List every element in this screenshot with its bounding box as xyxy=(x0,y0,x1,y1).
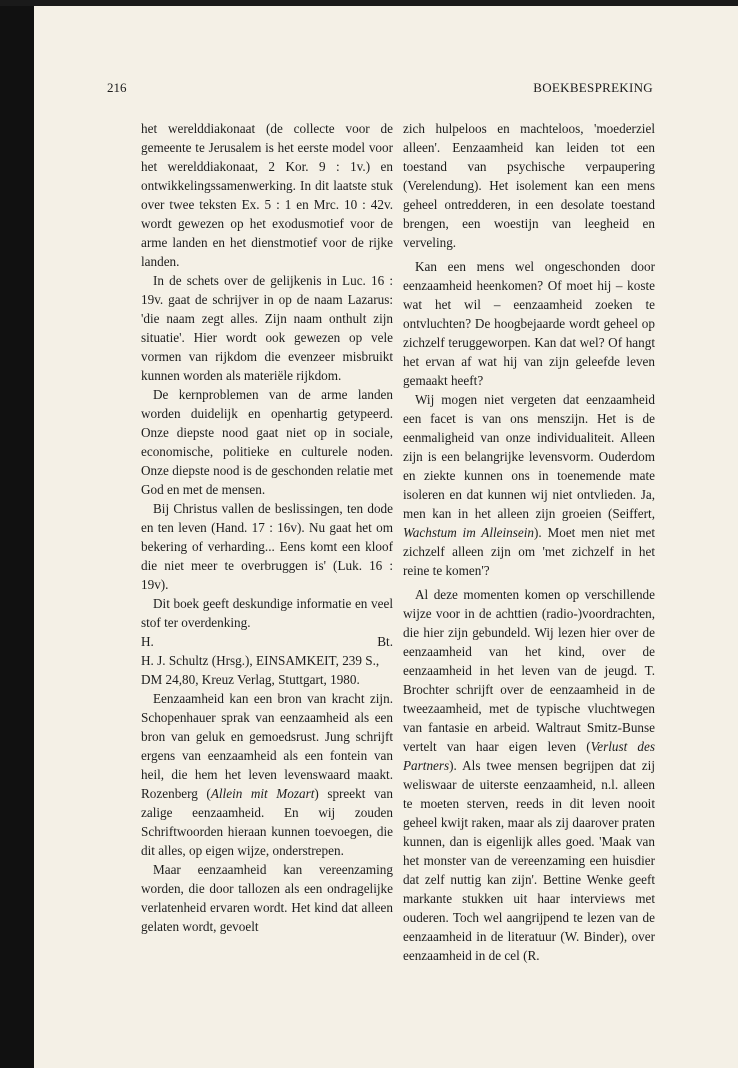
paragraph: Wij mogen niet vergeten dat eenzaamheid een facet is van ons menszijn. Het is de eenmaligheid van onze individualiteit. Alleen zijn is een belangrijke levensvorm. Ouderdom en ziekte kunnen ons in toenemende mate isoleren en dat kunnen wij niet ontvlieden. Ja, men kan in het alleen zijn groeien (Seiffert, Wachstum im Alleinsein). Moet men niet met zichzelf alleen zijn om 'met zichzelf in het reine te komen'? xyxy=(403,392,655,578)
paragraph: De kernproblemen van de arme landen worden duidelijk en openhartig getypeerd. Onze diepste nood gaat niet op in sociale, economische, politieke en culturele noden. Onze diepste nood is de geschonden relatie met God en met de mensen. xyxy=(141,387,393,497)
left-column xyxy=(141,119,393,936)
paragraph: Maar eenzaamheid kan vereenzaming worden, die door tallozen als een ondragelijke verlatenheid ervaren wordt. Het kind dat alleen gelaten wordt, gevoelt xyxy=(141,862,393,934)
italic-title: Allein mit Mozart xyxy=(210,786,315,801)
paragraph: Kan een mens wel ongeschonden door eenzaamheid heenkomen? Of moet hij – koste wat het wil – eenzaamheid zoeken te ontvluchten? De hoogbejaarde wordt geheel op zichzelf teruggeworpen. Kan dat wel? Of hangt het ervan af wat hij van zijn geleefde leven gemaakt heeft? xyxy=(403,259,655,388)
paragraph: Eenzaamheid kan een bron van kracht zijn. Schopenhauer sprak van eenzaamheid als een bron van geluk en gemoedsrust. Jung schrijft ergens van eenzaamheid als een fontein van heil, die hem het leven levenswaard maakt. Rozenberg (Allein mit Mozart) spreekt van zalige eenzaamheid. En wij zouden Schriftwoorden hieraan kunnen toevoegen, die dit alles, op eigen wijze, onderstrepen. xyxy=(141,691,393,858)
signoff-left: H. xyxy=(141,634,154,649)
paragraph: Al deze momenten komen op verschillende wijze voor in de achttien (radio-)voordrachten, die hier zijn gebundeld. Wij lezen hier over de eenzaamheid van het kind, over de eenzaamheid in het leven van de jeugd. T. Brochter schrijft over de eenzaamheid in de tweezaamheid, met de typische vluchtwegen van fantasie en arbeid. Waltraut Smitz-Bunse vertelt van haar eigen leven (Verlust des Partners). Als twee mensen begrijpen dat zij weliswaar de uiterste eenzaamheid, n.l. alleen te moeten sterven, reeds in dit leven nooit geheel kwijt raken, maar als zij daarover praten kunnen, dan is eigenlijk alles goed. 'Maak van het monster van de vereenzaming een huisdier dat zelf nuttig kan zijn'. Bettine Wenke geeft markante stukken uit haar interviews met ouderen. Toch wel aangrijpend te lezen van de eenzaamheid in de literatuur (W. Binder), over eenzaamheid in de cel (R. xyxy=(403,587,655,963)
paragraph: het werelddiakonaat (de collecte voor de gemeente te Jerusalem is het eerste model voor het werelddiakonaat, 2 Kor. 9 : 1v.) en ontwikkelingssamenwerking. In dit laatste stuk over twee teksten Ex. 5 : 1 en Mrc. 10 : 42v. wordt gewezen op het exodusmotief voor de arme landen en het dienstmotief voor de rijke landen. xyxy=(141,121,393,269)
italic-title: Wachstum im Alleinsein xyxy=(403,525,535,540)
paragraph: zich hulpeloos en machteloos, 'moederziel alleen'. Eenzaamheid kan leiden tot een toestand van psychische verpaupering (Verelendung). Het isolement kan een mens geheel ontredderen, in een desolate toestand brengen, een woestijn van leegheid en verveling. xyxy=(403,121,655,250)
reviewer-signoff xyxy=(141,632,393,651)
paragraph: Dit boek geeft deskundige informatie en veel stof ter overdenking. xyxy=(141,596,393,630)
right-column xyxy=(403,119,655,965)
paragraph: In de schets over de gelijkenis in Luc. 16 : 19v. gaat de schrijver in op de naam Lazarus: 'die naam zegt alles. Zijn naam onthult zijn situatie'. Hier wordt ook gewezen op vele vormen van rijkdom die evenzeer misbruikt kunnen worden als materiële rijkdom. xyxy=(141,273,393,383)
paragraph: Bij Christus vallen de beslissingen, ten dode en ten leven (Hand. 17 : 16v). Nu gaat het om bekering of verharding... Eens komt een kloof die niet meer te overbruggen is' (Luk. 16 : 19v). xyxy=(141,501,393,592)
review-heading: H. J. Schultz (Hrsg.), EINSAMKEIT, 239 S., DM 24,80, Kreuz Verlag, Stuttgart, 1980. xyxy=(141,653,380,687)
italic-title: Verlust des Partners xyxy=(403,739,655,773)
page-number: 216 xyxy=(107,80,127,95)
signoff-right: Bt. xyxy=(377,634,393,649)
section-title: BOEKBESPREKING xyxy=(533,80,653,95)
